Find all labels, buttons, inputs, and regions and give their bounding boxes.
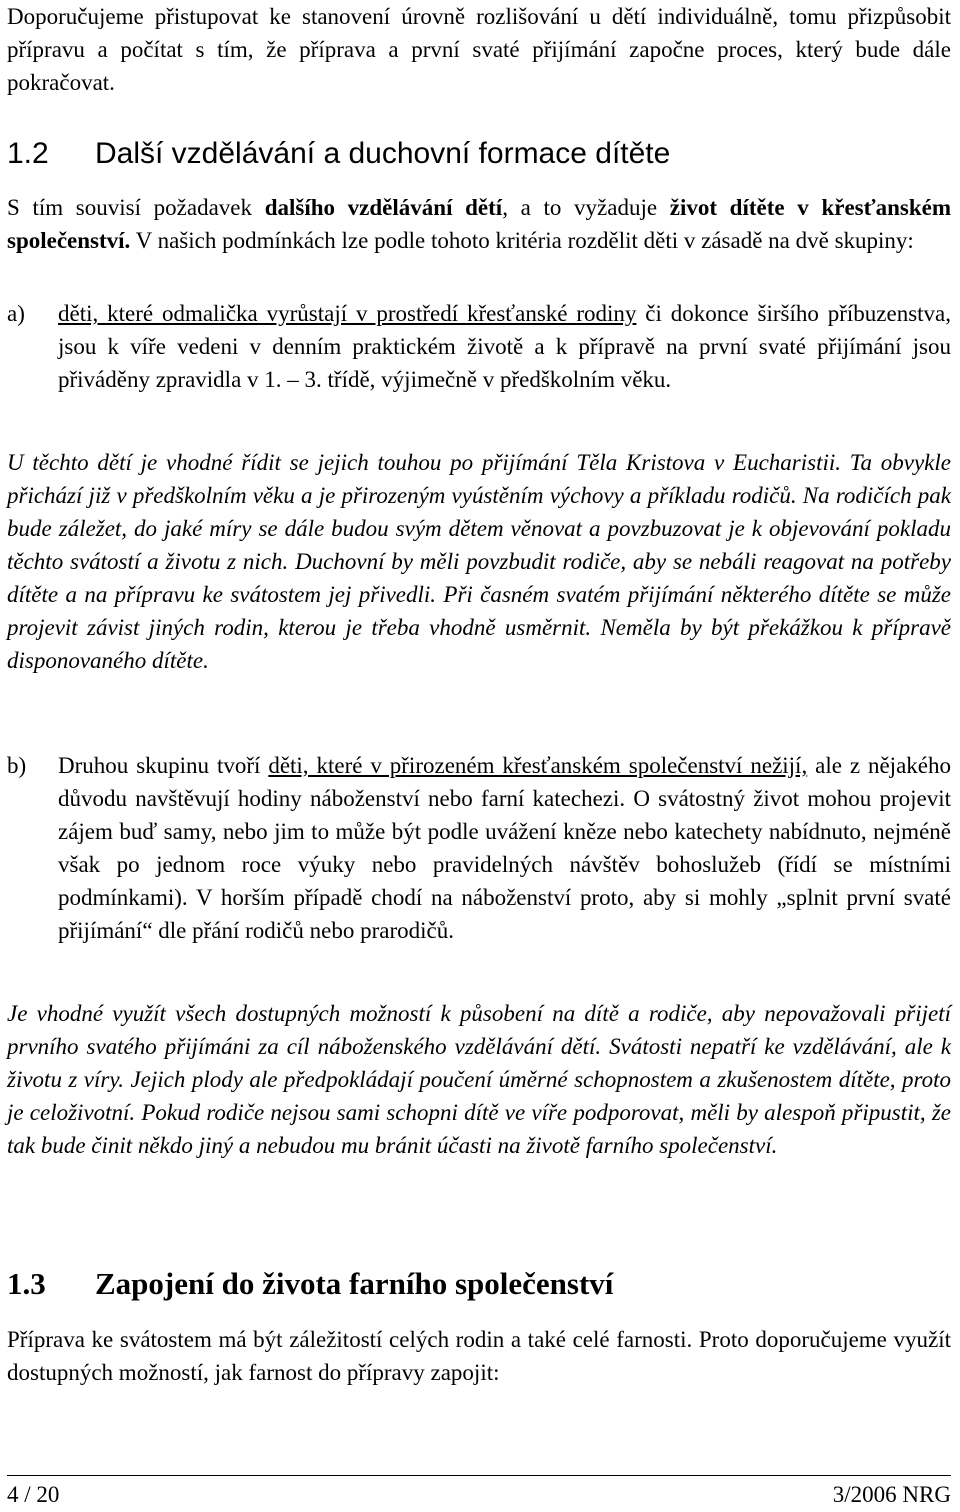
- text-run: , a to vyžaduje: [502, 195, 670, 220]
- text-run: V našich podmínkách lze podle tohoto kritéria rozdělit děti v zásadě na dvě skupiny:: [130, 228, 914, 253]
- text-run: ale z nějakého důvodu navštěvují hodiny náboženství nebo farní katechezi. O svátostný život mohou projevit zájem buď samy, nebo jim to může být podle uvážení kněze nebo katechety nabídnuto, nejméně však po jednom roce výuky nebo pravidelných návštěv bohoslužeb (řídí se místními podmínkami). V horším případě chodí na náboženství proto, aby si mohly „splnit první svaté přijímání“ dle přání rodičů nebo prarodičů.: [58, 753, 951, 943]
- document-code: 3/2006 NRG: [832, 1482, 951, 1507]
- section-number: 1.3: [7, 1266, 46, 1301]
- bold-run: dalšího vzdělávání dětí: [264, 195, 503, 220]
- list-item-b: [7, 749, 951, 947]
- footer-divider: [7, 1475, 951, 1476]
- list-text: [58, 297, 951, 396]
- text-run: S tím souvisí požadavek: [7, 195, 265, 220]
- closing-paragraph: Příprava ke svátostem má být záležitostí celých rodin a také celé farnosti. Proto doporučujeme využít dostupných možností, jak farnost do přípravy zapojit:: [7, 1327, 951, 1385]
- section-title: Zapojení do života farního společenství: [95, 1266, 614, 1301]
- section-heading-1-2: [7, 136, 951, 172]
- list-item-a: [7, 297, 951, 396]
- italic-paragraph-2: Je vhodné využít všech dostupných možností k působení na dítě a rodiče, aby nepovažovali přijetí prvního svatého přijímáni za cíl náboženského vzdělávání dětí. Svátosti nepatří ke vzdělávání, ale k životu z víry. Jejich plody ale předpokládají poučení úměrné schopnostem a zkušenostem dítěte, proto je celoživotní. Pokud rodiče nejsou sami schopni dítě ve víře podporovat, měli by alespoň připustit, že tak bude činit někdo jiný a nebudou mu bránit účasti na životě farního společenství.: [7, 1001, 951, 1158]
- underlined-run: děti, které odmalička vyrůstají v prostředí křesťanské rodiny: [58, 301, 637, 326]
- intro-paragraph: Doporučujeme přistupovat ke stanovení úrovně rozlišování u dětí individuálně, tomu přizpůsobit přípravu a počítat s tím, že příprava a první svaté přijímání započne proces, který bude dále pokračovat.: [7, 4, 951, 95]
- section-title: Další vzdělávání a duchovní formace dítěte: [95, 137, 671, 170]
- list-label: b): [7, 753, 27, 778]
- bold-run: život dítěte v křesťanském společenství.: [7, 195, 951, 253]
- paragraph-groups: [7, 191, 951, 257]
- list-label: a): [7, 301, 25, 326]
- section-heading-1-3: [7, 1266, 951, 1302]
- underlined-run: děti, které v přirozeném křesťanském společenství nežijí,: [268, 753, 808, 778]
- italic-paragraph-1: U těchto dětí je vhodné řídit se jejich touhou po přijímání Těla Kristova v Eucharistii. Ta obvykle přichází již v předškolním věku a je přirozeným vyústěním výchovy a příkladu rodičů. Na rodičích pak bude záležet, do jaké míry se dále budou svým dětem věnovat a povzbuzovat je k objevování pokladu těchto svátostí a životu z nich. Duchovní by měli povzbudit rodiče, aby se nebáli reagovat na potřeby dítěte a na přípravu ke svátostem jej přivedli. Při časném svatém přijímání některého dítěte se může projevit závist jiných rodin, kterou je třeba vhodně usměrnit. Neměla by být překážkou k přípravě disponovaného dítěte.: [7, 450, 951, 673]
- text-run: Druhou skupinu tvoří: [58, 753, 269, 778]
- page-number: 4 / 20: [7, 1482, 60, 1507]
- text-run: či dokonce širšího příbuzenstva, jsou k víře vedeni v denním praktickém životě a k přípravě na první svaté přijímání jsou přiváděny zpravidla v 1. – 3. třídě, výjimečně v předškolním věku.: [58, 301, 952, 392]
- section-number: 1.2: [7, 137, 49, 170]
- list-text: [58, 749, 951, 947]
